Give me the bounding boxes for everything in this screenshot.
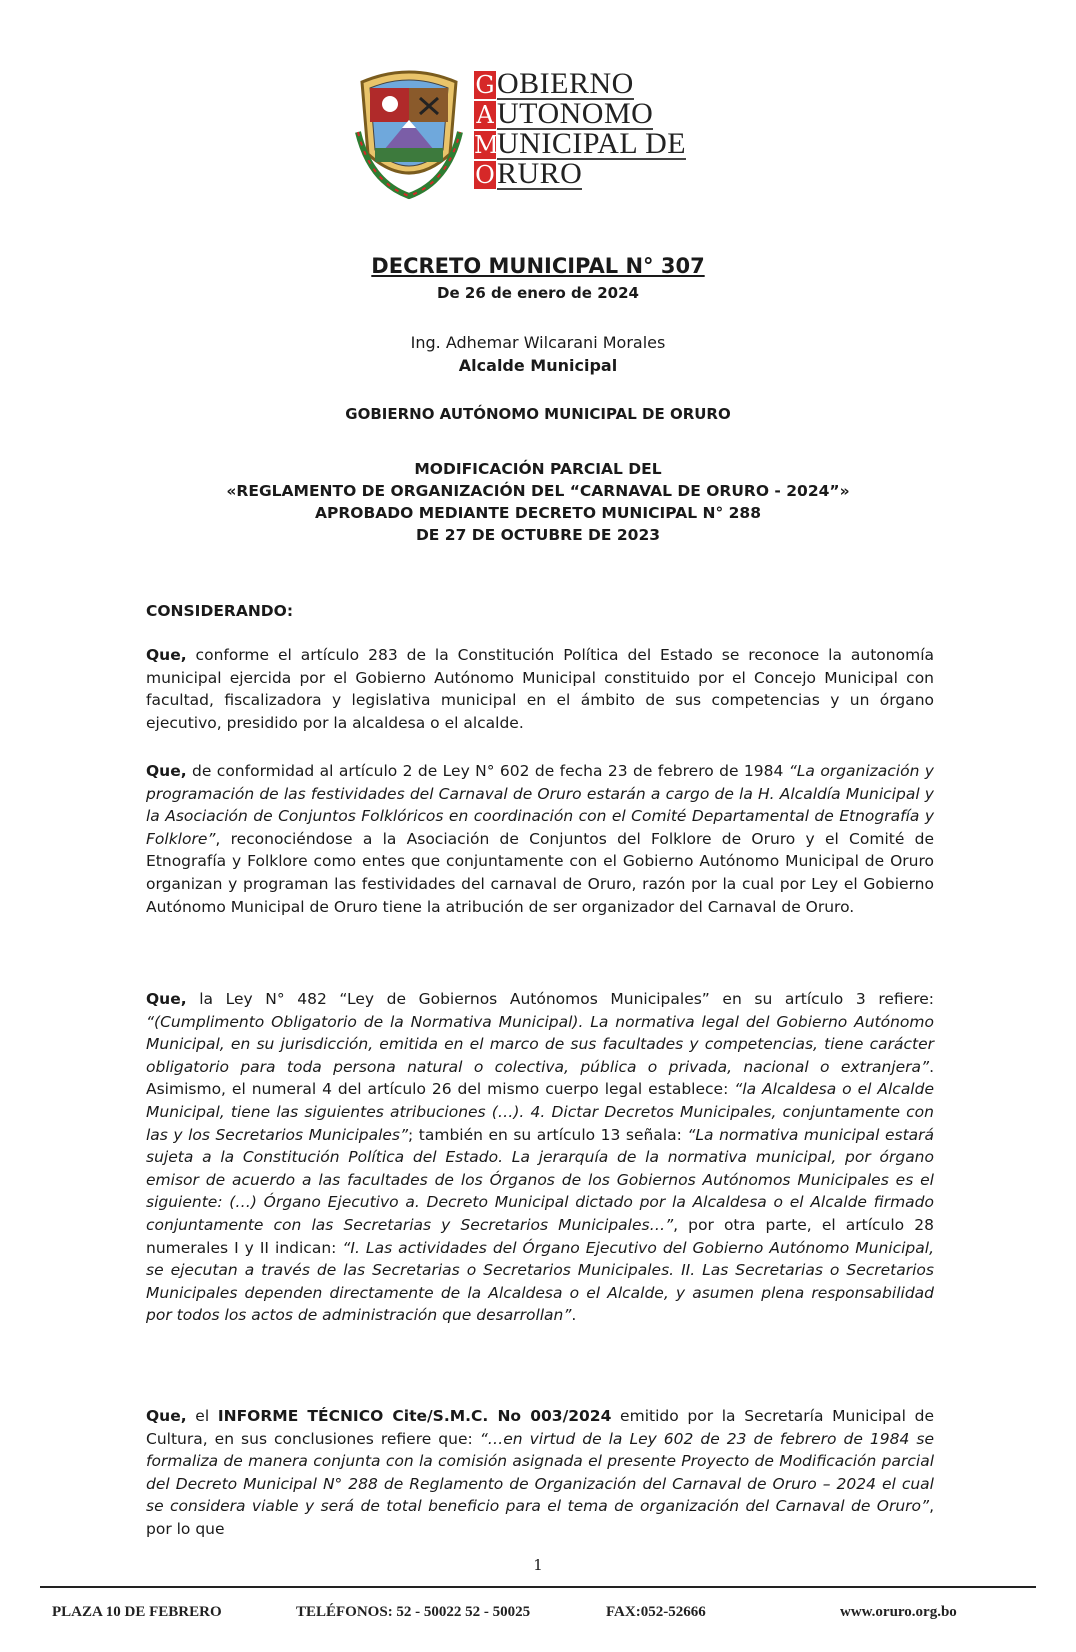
mod-line: APROBADO MEDIANTE DECRETO MUNICIPAL N° 288 (315, 504, 761, 522)
paragraph-lead: Que, (146, 1407, 187, 1425)
alcalde-role: Alcalde Municipal (458, 356, 618, 375)
decree-title: DECRETO MUNICIPAL N° 307 (371, 254, 705, 278)
mod-line: MODIFICACIÓN PARCIAL DEL (414, 460, 662, 478)
report-reference: INFORME TÉCNICO Cite/S.M.C. No 003/2024 (217, 1407, 612, 1425)
paragraph-quote: “La normativa municipal estará sujeta a la Constitución Política del Estado. La jerarquía de la normativa municipal, por órgano emisor de acuerdo a las facultades de los Órganos de los Gobiernos Autónomos Municipales es el siguiente: (…) Órgano Ejecutivo a. Decreto Municipal dictado por la Alcaldesa o el Alcalde firmado conjuntamente con las Secretarias y Secretarios Municipales…” (146, 1125, 935, 1234)
paragraph-quote: “I. Las actividades del Órgano Ejecutivo del Gobierno Autónomo Municipal, se ejecutan a través de las Secretarias o Secretarios Municipales. II. Las Secretarias o Secretarios Municipales dependen directamente de la Alcaldesa o el Alcalde, y asumen plena responsabilidad por todos los actos de administración que desarrollan” (146, 1238, 935, 1325)
paragraph-text: , por lo que (146, 1497, 934, 1538)
wordmark-initial: M (474, 131, 499, 159)
paragraph-quote: “(Cumplimento Obligatorio de la Normativa Municipal). La normativa legal del Gobierno Autónomo Municipal, en su jurisdicción, emitida en el marco de sus facultades y competencias, tiene carácter obligatorio para toda persona natural o colectiva, pública o privada, nacional o extranjera” (146, 1012, 934, 1076)
paragraph (146, 760, 934, 918)
paragraph-text: . Asimismo, el numeral 4 del artículo 26 del mismo cuerpo legal establece: (146, 1057, 934, 1099)
paragraph-text: conforme el artículo 283 de la Constitución Política del Estado se reconoce la autonomía municipal ejercida por el Gobierno Autónomo Municipal constituido por el Concejo Municipal con facultad, fiscalizadora y legislativa municipal en el ámbito de sus competencias y un órgano ejecutivo, presidido por la alcaldesa o el alcalde. (146, 646, 934, 732)
footer-fax: FAX:052-52666 (606, 1604, 706, 1620)
paragraph-text: el (186, 1407, 218, 1425)
wordmark-text: RURO (497, 157, 583, 190)
footer-address: PLAZA 10 DE FEBRERO (52, 1604, 222, 1620)
paragraph-text: emitido por la Secretaría Municipal de Cultura, en sus conclusiones refiere que: (146, 1407, 934, 1448)
page-number: 1 (533, 1556, 543, 1574)
coat-of-arms-icon (350, 62, 468, 200)
mod-line: DE 27 DE OCTUBRE DE 2023 (415, 526, 661, 544)
paragraph-text: ; también en su artículo 13 señala: (408, 1125, 688, 1144)
wordmark-text: OBIERNO (497, 67, 634, 100)
modification-heading (0, 458, 1076, 546)
footer-phones: TELÉFONOS: 52 - 50022 52 - 50025 (296, 1604, 531, 1620)
paragraph (146, 644, 934, 734)
footer-website[interactable]: www.oruro.org.bo (840, 1604, 957, 1620)
wordmark-initial: O (475, 161, 495, 189)
mod-line: «REGLAMENTO DE ORGANIZACIÓN DEL “CARNAVAL DE ORURO - 2024”» (226, 482, 850, 500)
wordmark-line (474, 97, 686, 130)
paragraph-text: , reconociéndose a la Asociación de Conjuntos del Folklore de Oruro y el Comité de Etnografía y Folklore como entes que conjuntamente con el Gobierno Autónomo Municipal de Oruro organizan y programan las festividades del carnaval de Oruro, razón por la cual por Ley el Gobierno Autónomo Municipal de Oruro tiene la atribución de ser organizador del Carnaval de Oruro. (146, 829, 934, 916)
wordmark-line (474, 127, 687, 160)
wordmark-text: UTONOMO (497, 97, 654, 130)
government-name: GOBIERNO AUTÓNOMO MUNICIPAL DE ORURO (345, 405, 731, 423)
alcalde-name: Ing. Adhemar Wilcarani Morales (410, 333, 666, 352)
paragraph-text: . (571, 1306, 577, 1325)
wordmark-line (474, 67, 686, 100)
paragraph-lead: Que, (146, 762, 187, 780)
paragraph-lead: Que, (146, 990, 187, 1008)
wordmark-text: UNICIPAL DE (497, 127, 687, 160)
wordmark-line (474, 157, 686, 190)
paragraph-quote: “la Alcaldesa o el Alcalde Municipal, tiene las siguientes atribuciones (…). 4. Dictar Decretos Municipales, conjuntamente con las y los Secretarios Municipales” (146, 1080, 934, 1144)
paragraph-text: de conformidad al artículo 2 de Ley N° 602 de fecha 23 de febrero de 1984 (186, 762, 789, 780)
decree-date: De 26 de enero de 2024 (437, 284, 639, 302)
wordmark-initial: A (474, 101, 496, 129)
footer (40, 1586, 1036, 1628)
paragraph-quote: “…en virtud de la Ley 602 de 23 de febrero de 1984 se formaliza de manera conjunta con la comisión asignada el presente Proyecto de Modificación parcial del Decreto Municipal N° 288 de Reglamento de Organización del Carnaval de Oruro – 2024 el cual se considera viable y será de total beneficio para el tema de organización del Carnaval de Oruro” (146, 1429, 934, 1516)
paragraph-quote: “La organización y programación de las festividades del Carnaval de Oruro estarán a cargo de la H. Alcaldía Municipal y la Asociación de Conjuntos Folklóricos en coordinación con el Comité Departamental de Etnografía y Folklore” (146, 762, 934, 848)
paragraph-lead: Que, (146, 646, 187, 664)
wordmark-initial: G (475, 71, 495, 99)
letterhead (350, 62, 750, 202)
paragraph-text: , por otra parte, el artículo 28 numerales I y II indican: (146, 1215, 934, 1257)
wordmark (474, 67, 687, 190)
paragraph (146, 1405, 934, 1541)
paragraph-text: la Ley N° 482 “Ley de Gobiernos Autónomos Municipales” en su artículo 3 refiere: (186, 990, 934, 1008)
paragraph (146, 988, 934, 1327)
considerando-heading: CONSIDERANDO: (146, 602, 294, 620)
